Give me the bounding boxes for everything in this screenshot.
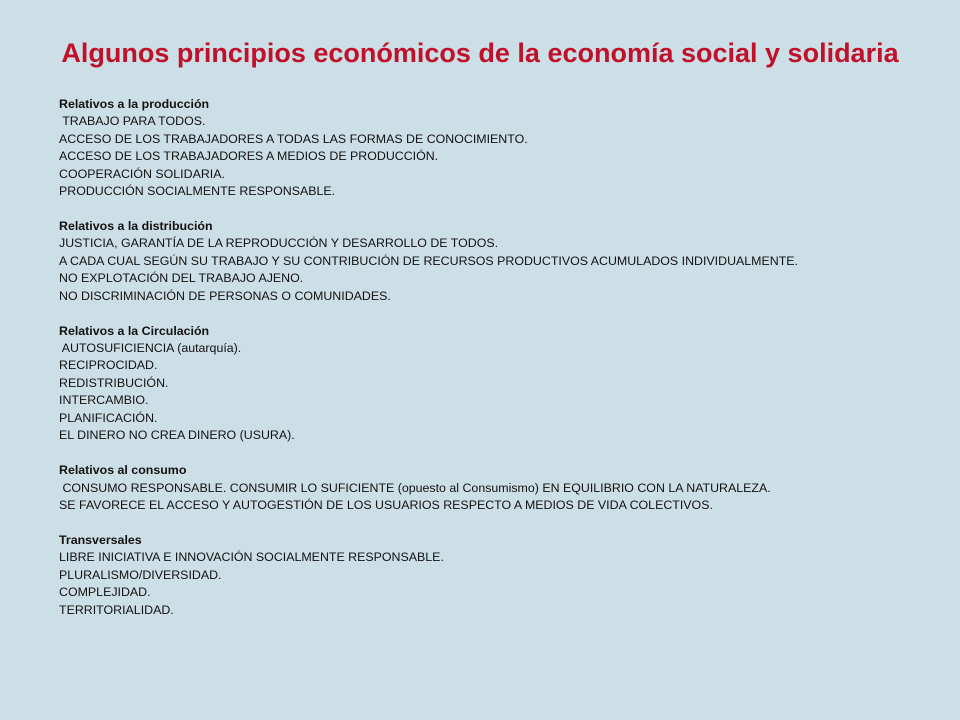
section-circulacion	[59, 323, 939, 445]
section-heading: Relativos a la Circulación	[59, 323, 210, 338]
list-item: EL DINERO NO CREA DINERO (USURA).	[59, 428, 295, 443]
list-item: INTERCAMBIO.	[59, 393, 149, 408]
section-heading: Relativos a la producción	[59, 97, 210, 111]
list-item: COMPLEJIDAD.	[59, 585, 151, 600]
list-item: PLANIFICACIÓN.	[59, 410, 158, 425]
section-produccion	[59, 96, 939, 200]
list-item: A CADA CUAL SEGÚN SU TRABAJO Y SU CONTRIBUCIÓN DE RECURSOS PRODUCTIVOS ACUMULADOS INDIVIDUALMENTE.	[59, 253, 798, 268]
section-heading: Transversales	[59, 532, 142, 547]
slide-title: Algunos principios económicos de la economía social y solidaria	[61, 38, 899, 68]
list-item: COOPERACIÓN SOLIDARIA.	[59, 166, 225, 181]
list-item: AUTOSUFICIENCIA (autarquía).	[59, 341, 242, 356]
list-item: TRABAJO PARA TODOS.	[59, 114, 206, 129]
list-item: REDISTRIBUCIÓN.	[59, 375, 169, 390]
section-heading: Relativos al consumo	[59, 463, 187, 478]
list-item: JUSTICIA, GARANTÍA DE LA REPRODUCCIÓN Y DESARROLLO DE TODOS.	[59, 236, 499, 251]
slide-content	[59, 96, 939, 637]
section-heading: Relativos a la distribución	[59, 219, 213, 234]
section-transversales	[59, 532, 939, 619]
section-distribucion	[59, 218, 939, 305]
section-consumo	[59, 462, 939, 514]
list-item: ACCESO DE LOS TRABAJADORES A MEDIOS DE PRODUCCIÓN.	[59, 149, 439, 164]
list-item: RECIPROCIDAD.	[59, 358, 158, 373]
list-item: LIBRE INICIATIVA E INNOVACIÓN SOCIALMENTE RESPONSABLE.	[59, 550, 444, 565]
list-item: NO EXPLOTACIÓN DEL TRABAJO AJENO.	[59, 271, 304, 286]
list-item: TERRITORIALIDAD.	[59, 602, 174, 617]
list-item: PLURALISMO/DIVERSIDAD.	[59, 567, 222, 582]
list-item: ACCESO DE LOS TRABAJADORES A TODAS LAS FORMAS DE CONOCIMIENTO.	[59, 131, 528, 146]
list-item: NO DISCRIMINACIÓN DE PERSONAS O COMUNIDADES.	[59, 288, 391, 303]
list-item: PRODUCCIÓN SOCIALMENTE RESPONSABLE.	[59, 184, 336, 199]
list-item: SE FAVORECE EL ACCESO Y AUTOGESTIÓN DE LOS USUARIOS RESPECTO A MEDIOS DE VIDA COLECTIVOS.	[59, 497, 713, 512]
list-item: CONSUMO RESPONSABLE. CONSUMIR LO SUFICIENTE (opuesto al Consumismo) EN EQUILIBRIO CON LA NATURALEZA.	[59, 480, 771, 495]
